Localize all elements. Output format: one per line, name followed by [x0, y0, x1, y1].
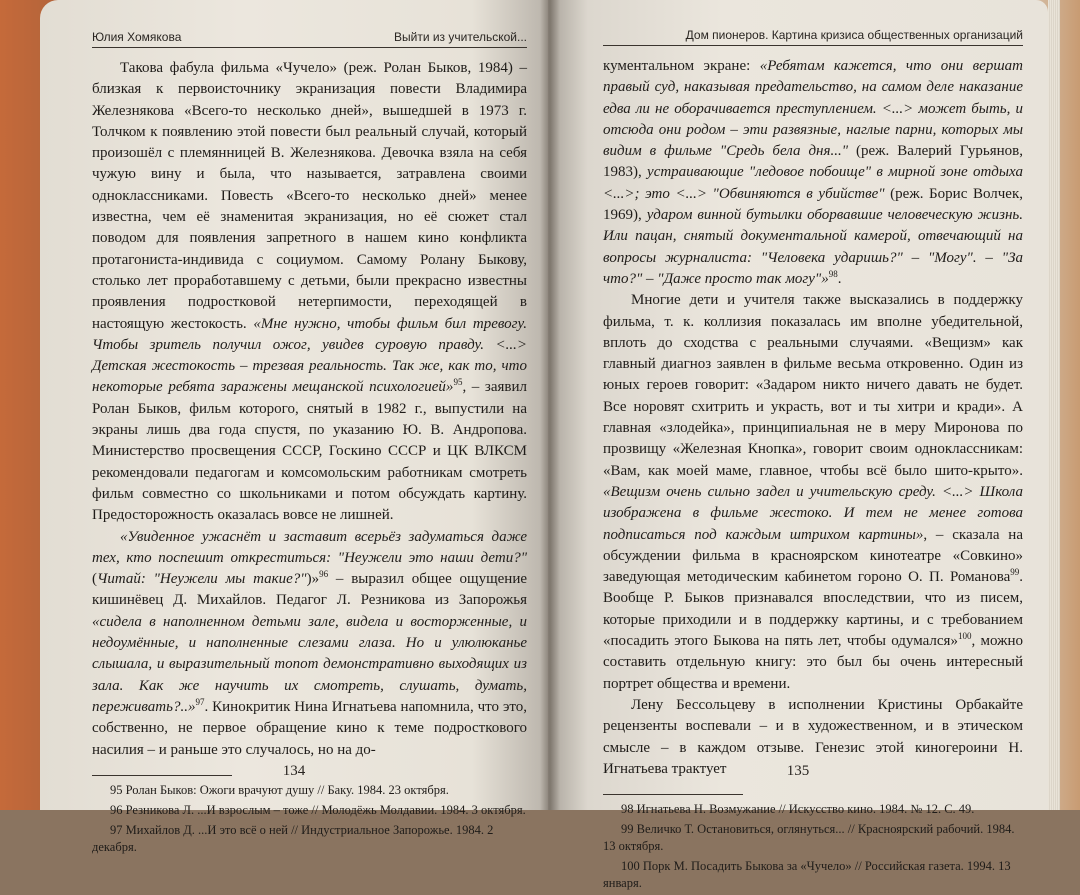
mikhailov-quote: «Увиденное ужаснёт и заставит всерьёз задуматься даже тех, кто поспешит откреститься: "Неужели это наши дети?" [92, 528, 527, 566]
footnote-96: 96 Резникова Л. ...И взрослым – тоже // Молодёжь Молдавии. 1984. 3 октября. [110, 802, 526, 817]
open-book [40, 0, 1060, 891]
footnote-ref-96: 96 [319, 569, 329, 580]
footnote-ref-98: 98 [828, 268, 838, 279]
footnote-99: 99 Величко Т. Остановиться, оглянуться... // Красноярский рабочий. 1984. 13 октября. [603, 822, 1015, 854]
right-paragraph-3: Лену Бессольцеву в исполнении Кристины Орбакайте рецензенты воспевали – и в художественном, и в этическом смысле – в каждом отзыве. Генезис этой киногероини Н. Игнатьева трактует [603, 696, 1023, 777]
footnote-98: 98 Игнатьева Н. Возмужание // Искусство кино. 1984. № 12. С. 49. [621, 802, 975, 817]
left-running-header [92, 30, 527, 48]
right-paragraph-1: кументальном экране: «Ребятам кажется, что они вершат правый суд, наказывая предательство, на самом деле наказание едва ли не оборачивается преступлением. <...> может быть, и отсюда они родом – эти развязные, наглые парни, которых мы видим в фильме "Средь бела дня..." (реж. Валерий Гурьянов, 1983), устраивающие "ледовое побоище" в мирной зоне отдыха <...>; это <...> "Обвиняются в убийстве" (реж. Борис Волчек, 1969), ударом винной бутылки оборвавшие человеческую жизнь. Или пацан, снятый документальной камерой, отвечающий на вопросы журналиста: "Человека ударишь?" – "Могу". – "За что?" – "Даже просто так могу"»$^{98}$. [603, 58, 1024, 287]
left-paragraph-2: «Увиденное ужаснёт и заставит всерьёз задуматься даже тех, кто поспешит откреститься: "Неужели это наши дети?" (Читай: "Неужели мы такие?")»$^{96}$ – выразил общее ощущение кишинёвец Д. Михайлов. Педагог Л. Резникова из Запорожья «сидела в наполненном детьми зале, видела и восторженные, и недоумённые, и наполненные слезами глаза. Но и улюлюканье слышала, и выразительный топот демонстративно выходящих из зала. Как же научить их смотреть, слушать, думать, переживать?..»$^{97}$. Кинокритик Нина Игнатьева напомнила, что это, собственно, не первое обращение кино к теме подросткового насилия – и раньше это случалось, но на до- [92, 528, 528, 758]
page-number-left: 134 [282, 763, 306, 779]
header-author: Юлия Хомякова [92, 30, 182, 44]
right-paragraph-2: Многие дети и учителя также высказались в поддержку фильма, т. к. коллизия показалась им вполне убедительной, вплоть до сходства с реальными случаями. «Вещизм» как главный диагноз заявлен в фильме весьма откровенно. Один из юных героев говорит: «Задаром никто ничего давать не будет. Все норовят схитрить и украсть, вот и ты хитри и кради». А главная «злодейка», принципиальная не в меру Миронова по прозвищу «Железная Кнопка», говорит своим одноклассникам: «Вам, как моей маме, главное, чтобы всё было шито-крыто». «Вещизм очень сильно задел и учительскую среду. <...> Школа изображена в фильме жестоко. И тем не менее готова подписаться под каждым штрихом картины», – сказала на обсуждении фильма в красноярском кинотеатре «Совкино» заведующая методическим кабинетом гороно О. П. Романова$^{99}$. Вообще Р. Быков признавался впоследствии, что из писем, которые приходили и в поддержку картины, и с требованием «посадить этого Быкова на пять лет, чтобы одумался»$^{100}$, можно составить отдельную книгу: это был бы очень интересный портрет общества и времени. [603, 292, 1023, 692]
header-book-title: Выйти из учительской... [393, 30, 527, 44]
left-page [40, 0, 548, 854]
right-running-header [603, 28, 1023, 46]
bykov-quote: «Мне нужно, чтобы фильм бил тревогу. Чтобы зритель получил ожог, увидев суровую правду. <...> Детская жестокость – трезвая реальность. Так же, как то, что некоторые ребята заражены мещанской психологией» [92, 315, 527, 396]
header-chapter-title: Дом пионеров. Картина кризиса общественных организаций [685, 28, 1023, 42]
footnote-95: 95 Ролан Быков: Ожоги врачуют душу // Баку. 1984. 23 октября. [110, 782, 449, 797]
left-page-content [92, 30, 527, 859]
right-page [548, 0, 1048, 891]
footnote-divider [603, 794, 743, 795]
footnote-ref-99: 99 [1010, 567, 1020, 578]
footnote-ref-95: 95 [453, 377, 463, 388]
footnote-100: 100 Порк М. Посадить Быкова за «Чучело» // Российская газета. 1994. 13 января. [603, 859, 1011, 891]
reznikova-quote: «сидела в наполненном детьми зале, видела и восторженные, и недоумённые, и наполненные слезами глаза. Но и улюлюканье слышала, и выразительный топот демонстративно выходящих из зала. Как же научить их смотреть, слушать, думать, переживать?..» [92, 613, 527, 715]
footnote-ref-100: 100 [957, 631, 972, 642]
footnote-ref-97: 97 [195, 696, 205, 707]
page-number-right: 135 [786, 763, 810, 779]
book-gutter [540, 0, 560, 810]
footnote-97: 97 Михайлов Д. ...И это всё о ней // Индустриальное Запорожье. 1984. 2 декабря. [92, 822, 494, 854]
page-edges [1048, 0, 1060, 810]
left-paragraph-1: Такова фабула фильма «Чучело» (реж. Ролан Быков, 1984) – близкая к первоисточнику экранизация повести Владимира Железнякова «Всего-то несколько дней», вышедшей в 1973 г. Толчком к появлению этой повести был реальный случай, который произошёл с племянницей В. Железнякова. Девочка взяла на себя чужую вину и была, что называется, затравлена своими одноклассниками. Повесть «Всего-то несколько дней» менее известна, чем её знаменитая экранизация, но её сюжет стал поводом для появления запретного в нашем кино конфликта протагониста-индивида с социумом. Самому Ролану Быкову, столько лет проработавшему с детьми, были прекрасно известны проявления подростковой нетерпимости, переходящей в настоящую жестокость. «Мне нужно, чтобы фильм бил тревогу. Чтобы зритель получил ожог, увидев суровую правду. <...> Детская жестокость – трезвая реальность. Так же, как то, что некоторые ребята заражены мещанской психологией»$^{95}$, – заявил Ролан Быков, фильм которого, снятый в 1982 г., выпустили на экраны лишь два года спустя, по указанию Ю. В. Андропова. Министерство просвещения СССР, Госкино СССР и ЦК ВЛКСМ рекомендовали педагогам и комсомольским работникам смотреть фильм совместно со школьниками и потом обсуждать картину. Предосторожность оказалась вовсе не лишней. [92, 60, 528, 524]
